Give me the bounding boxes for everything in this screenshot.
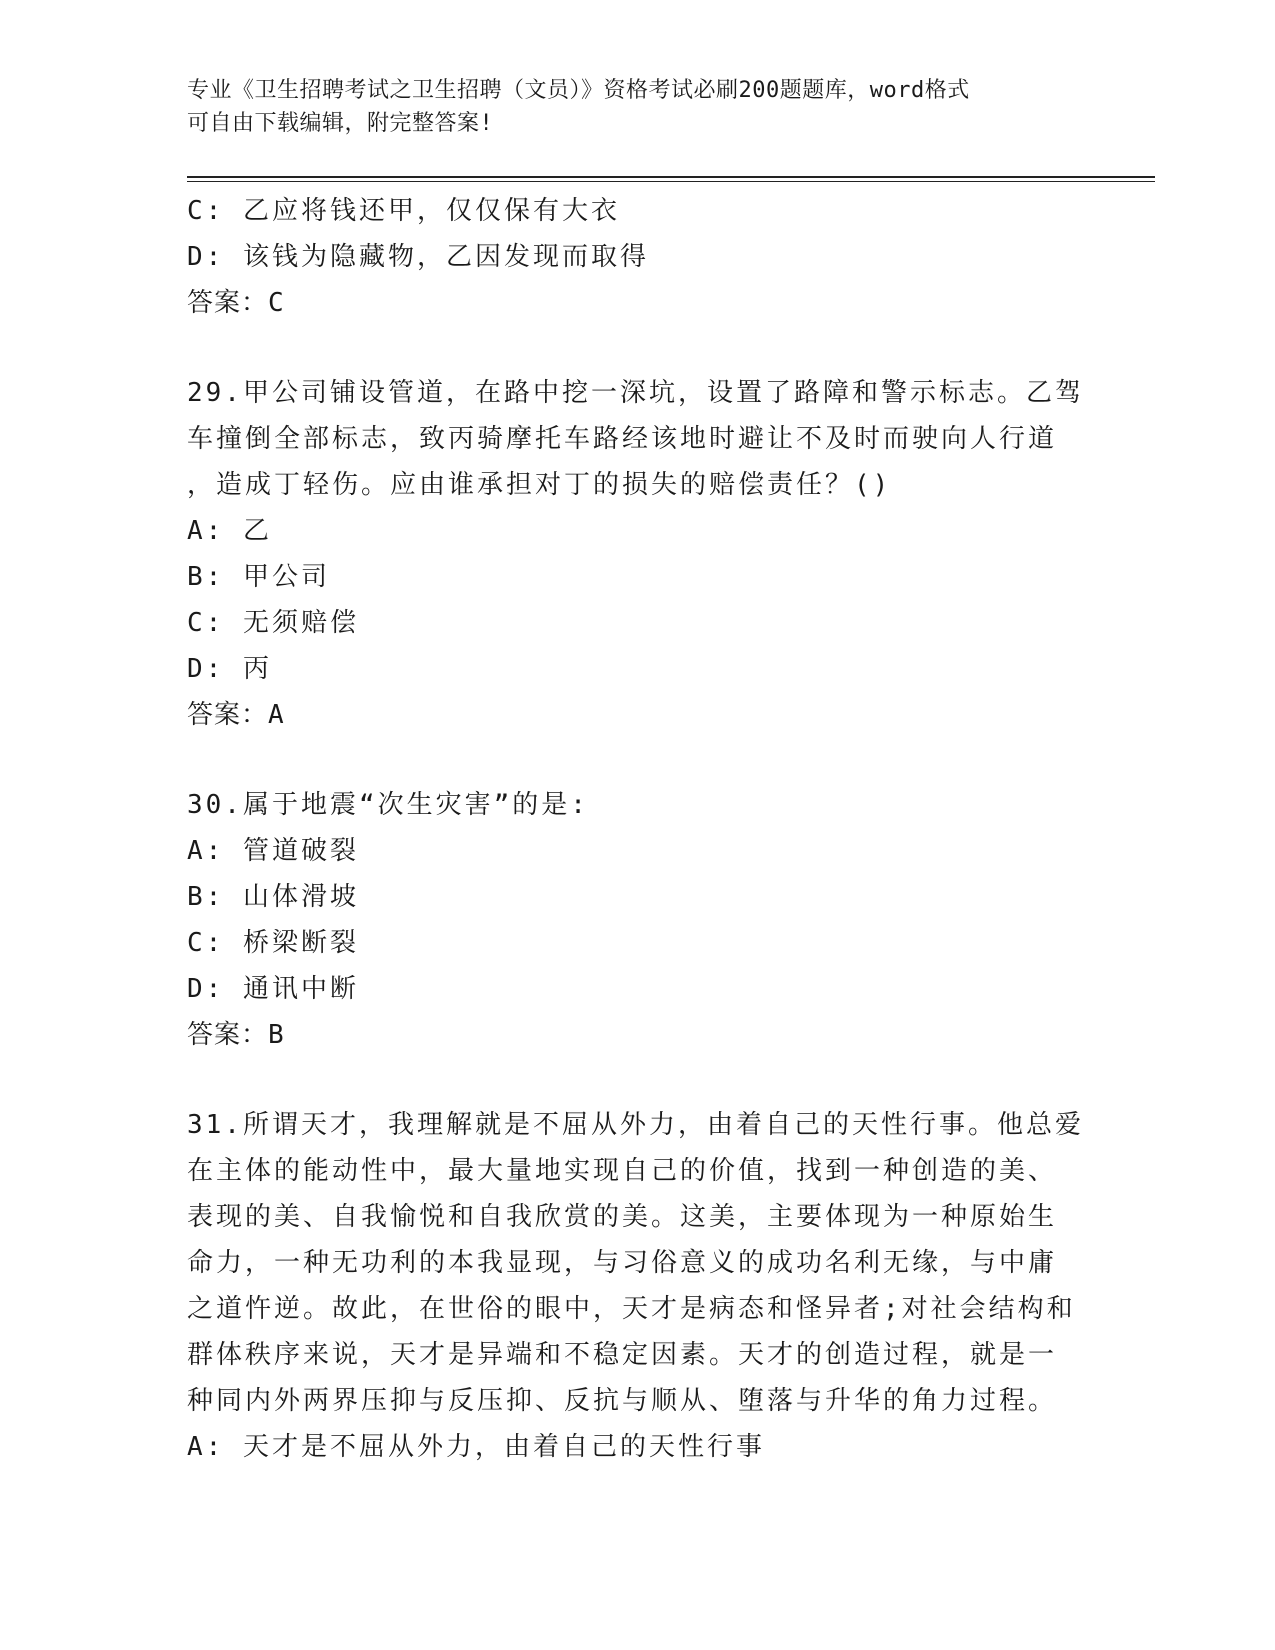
option-d: D: 丙: [187, 654, 272, 684]
answer-line: [187, 1012, 1087, 1058]
answer-value: B: [268, 1020, 287, 1050]
question-text-line: 种同内外两界压抑与反压抑、反抗与顺从、堕落与升华的角力过程。: [187, 1386, 1058, 1416]
header-line-2: 可自由下载编辑，附完整答案!: [187, 111, 494, 136]
question-text-line: ，造成丁轻伤。应由谁承担对丁的损失的赔偿责任？(): [187, 470, 892, 500]
option-a: A: 乙: [187, 516, 272, 546]
document-header: [187, 74, 1087, 140]
answer-value: C: [268, 288, 287, 318]
option-c: C: 乙应将钱还甲，仅仅保有大衣: [187, 196, 620, 226]
question-30: [187, 782, 1087, 1058]
option-d: D: 该钱为隐藏物，乙因发现而取得: [187, 242, 649, 272]
option-a: A: 管道破裂: [187, 836, 359, 866]
header-divider-thick: [187, 176, 1155, 178]
question-text-line: 表现的美、自我愉悦和自我欣赏的美。这美，主要体现为一种原始生: [187, 1202, 1058, 1232]
question-28-tail: [187, 188, 1087, 326]
question-text-line: 30.属于地震“次生灾害”的是:: [187, 790, 589, 820]
header-divider-thin: [187, 181, 1155, 182]
answer-label: 答案：: [187, 288, 269, 318]
answer-label: 答案：: [187, 700, 269, 730]
question-31: [187, 1102, 1087, 1470]
option-c: C: 无须赔偿: [187, 608, 359, 638]
answer-label: 答案：: [187, 1020, 269, 1050]
option-c: C: 桥梁断裂: [187, 928, 359, 958]
option-b: B: 山体滑坡: [187, 882, 359, 912]
option-d: D: 通讯中断: [187, 974, 359, 1004]
option-a: A: 天才是不屈从外力，由着自己的天性行事: [187, 1432, 765, 1462]
question-text-line: 在主体的能动性中，最大量地实现自己的价值，找到一种创造的美、: [187, 1156, 1058, 1186]
question-list: [187, 188, 1087, 1470]
question-text-line: 29.甲公司铺设管道，在路中挖一深坑，设置了路障和警示标志。乙驾: [187, 378, 1084, 408]
answer-line: [187, 280, 1087, 326]
header-line-1: 专业《卫生招聘考试之卫生招聘（文员）》资格考试必刷200题题库，word格式: [187, 78, 970, 103]
answer-line: [187, 692, 1087, 738]
question-29: [187, 370, 1087, 738]
answer-value: A: [268, 700, 287, 730]
question-text-line: 车撞倒全部标志，致丙骑摩托车路经该地时避让不及时而驶向人行道: [187, 424, 1058, 454]
question-text-line: 之道忤逆。故此，在世俗的眼中，天才是病态和怪异者;对社会结构和: [187, 1294, 1076, 1324]
option-b: B: 甲公司: [187, 562, 330, 592]
question-text-line: 群体秩序来说，天才是异端和不稳定因素。天才的创造过程，就是一: [187, 1340, 1058, 1370]
question-text-line: 31.所谓天才，我理解就是不屈从外力，由着自己的天性行事。他总爱: [187, 1110, 1084, 1140]
question-text-line: 命力，一种无功利的本我显现，与习俗意义的成功名利无缘，与中庸: [187, 1248, 1058, 1278]
